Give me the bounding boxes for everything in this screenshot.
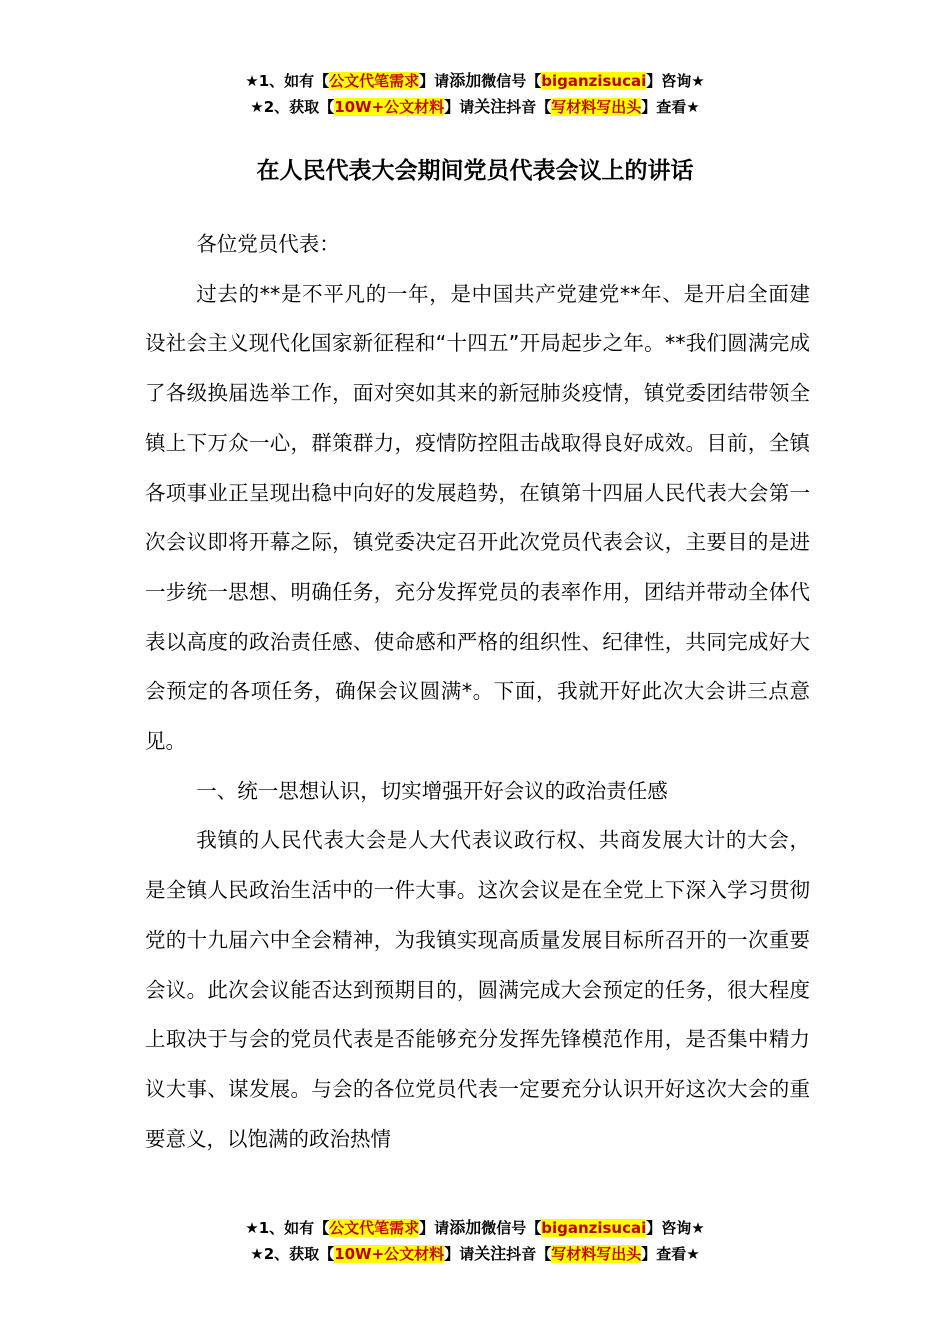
promo-banner-bottom — [0, 1215, 950, 1267]
highlight-wechat-id: biganzisucai — [541, 72, 647, 90]
highlight-service: 公文代笔需求 — [329, 1219, 420, 1237]
highlight-douyin: 写材料写出头 — [551, 1245, 642, 1263]
highlight-materials: 10W+公文材料 — [334, 1245, 445, 1263]
salutation: 各位党员代表： — [196, 232, 340, 256]
promo-line-1: ★1、如有【公文代笔需求】请添加微信号【biganzisucai】咨询★ — [245, 1218, 705, 1237]
promo-line-1: ★1、如有【公文代笔需求】请添加微信号【biganzisucai】咨询★ — [245, 71, 705, 90]
highlight-service: 公文代笔需求 — [329, 72, 420, 90]
highlight-wechat-id: biganzisucai — [541, 1219, 647, 1237]
promo-banner-top — [0, 68, 950, 120]
paragraph: 过去的**是不平凡的一年，是中国共产党建党**年、是开启全面建设社会主义现代化国家新征程和“十四五”开局起步之年。**我们圆满完成了各级换届选举工作，面对突如其来的新冠肺炎疫情，镇党委团结带领全镇上下万众一心，群策群力，疫情防控阻击战取得良好成效。目前，全镇各项事业正呈现出稳中向好的发展趋势，在镇第十四届人民代表大会第一次会议即将开幕之际，镇党委决定召开此次党员代表会议，主要目的是进一步统一思想、明确任务，充分发挥党员的表率作用，团结并带动全体代表以高度的政治责任感、使命感和严格的组织性、纪律性，共同完成好大会预定的各项任务，确保会议圆满*。下面，我就开好此次大会讲三点意见。 — [145, 281, 810, 754]
highlight-materials: 10W+公文材料 — [334, 98, 445, 116]
document-body — [145, 220, 810, 1164]
highlight-douyin: 写材料写出头 — [551, 98, 642, 116]
paragraph: 我镇的人民代表大会是人大代表议政行权、共商发展大计的大会，是全镇人民政治生活中的一件大事。这次会议是在全党上下深入学习贯彻党的十九届六中全会精神，为我镇实现高质量发展目标所召开的一次重要会议。此次会议能否达到预期目的，圆满完成大会预定的任务，很大程度上取决于与会的党员代表是否能够充分发挥先锋模范作用，是否集中精力议大事、谋发展。与会的各位党员代表一定要充分认识开好这次大会的重要意义，以饱满的政治热情 — [145, 828, 810, 1151]
promo-line-2: ★2、获取【10W+公文材料】请关注抖音【写材料写出头】查看★ — [250, 97, 700, 116]
document-title: 在人民代表大会期间党员代表会议上的讲话 — [256, 158, 694, 184]
section-heading: 一、统一思想认识，切实增强开好会议的政治责任感 — [196, 778, 668, 803]
promo-line-2: ★2、获取【10W+公文材料】请关注抖音【写材料写出头】查看★ — [250, 1244, 700, 1263]
